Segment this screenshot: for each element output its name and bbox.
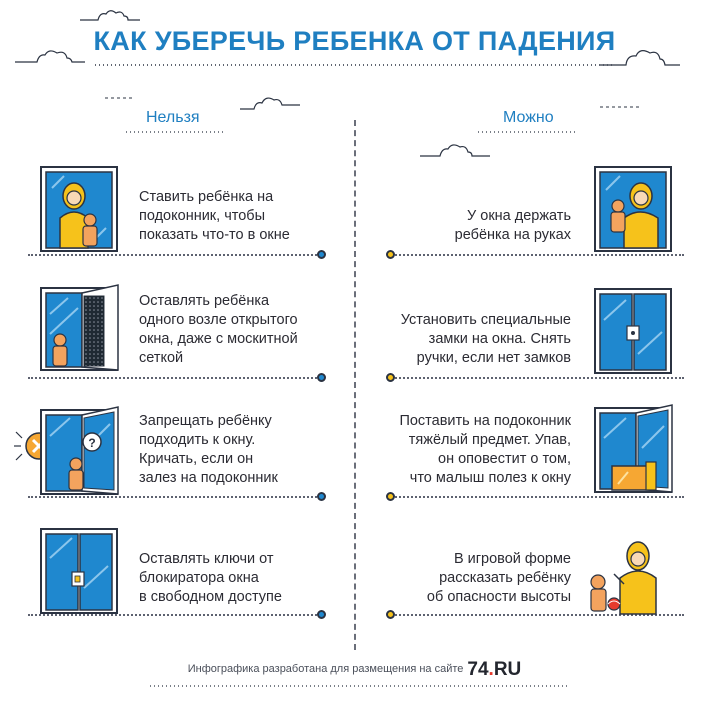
window-icon <box>594 404 680 494</box>
right-item-3-text: Поставить на подоконник тяжёлый предмет. Упав, он оповестит о том, что малыш полез к окну <box>399 413 571 486</box>
key-lock-icon <box>72 572 84 586</box>
item-rule <box>392 254 684 256</box>
child-icon <box>611 200 625 232</box>
child-icon <box>53 334 67 366</box>
item-rule <box>392 377 684 379</box>
question-icon <box>83 433 101 451</box>
bullet-dot <box>386 373 395 382</box>
left-item-4-text: Оставлять ключи от блокиратора окна в свободном доступе <box>139 551 282 605</box>
box-icon <box>612 462 656 490</box>
bullet-dot <box>317 610 326 619</box>
cloud-icon <box>600 103 640 111</box>
left-item-3-text: Запрещать ребёнку подходить к окну. Кричать, если он залез на подоконник <box>139 413 278 486</box>
mosquito-net-icon <box>84 296 104 366</box>
woman-child-illustration <box>584 534 674 614</box>
right-item-1-text: У окна держать ребёнка на руках <box>454 208 571 243</box>
item-rule <box>28 496 320 498</box>
window-icon <box>40 528 120 614</box>
item-rule <box>28 377 320 379</box>
cloud-icon <box>240 95 300 111</box>
item-rule <box>392 496 684 498</box>
footer-underline <box>150 684 570 688</box>
item-rule <box>28 254 320 256</box>
window-icon <box>594 166 674 252</box>
page-title: КАК УБЕРЕЧЬ РЕБЕНКА ОТ ПАДЕНИЯ <box>93 26 616 56</box>
window-icon <box>40 166 120 252</box>
footer-text: Инфографика разработана для размещения на сайте <box>187 663 464 675</box>
window-icon <box>40 284 128 372</box>
window-icon <box>594 288 674 374</box>
center-divider <box>354 120 356 650</box>
right-item-2-text: Установить специальные замки на окна. Снять ручки, если нет замков <box>400 312 571 366</box>
site-logo[interactable]: 74.RU <box>467 659 522 680</box>
bullet-dot <box>386 492 395 501</box>
cloud-icon <box>80 8 140 22</box>
left-item-1-text: Ставить ребёнка на подоконник, чтобы показать что-то в окне <box>139 189 290 243</box>
title-underline <box>95 62 615 68</box>
left-item-2-text: Оставлять ребёнка одного возле открытого окна, даже с москитной сеткой <box>139 293 298 366</box>
child-icon <box>83 214 97 246</box>
child-icon <box>591 575 606 611</box>
svg-text:?: ? <box>88 436 96 450</box>
item-rule <box>28 614 320 616</box>
heading-mozhno: Можно <box>503 109 554 126</box>
window-icon <box>40 406 128 496</box>
heading-underline <box>126 130 226 134</box>
child-icon <box>69 458 83 490</box>
bullet-dot <box>317 250 326 259</box>
right-item-4-text: В игровой форме рассказать ребёнку об опасности высоты <box>426 551 571 605</box>
heading-underline <box>478 130 578 134</box>
heading-nelzya: Нельзя <box>146 109 200 126</box>
bullet-dot <box>317 373 326 382</box>
ball-icon <box>608 598 620 610</box>
cloud-icon <box>420 142 490 158</box>
cloud-icon <box>105 94 135 102</box>
window-lock-icon <box>627 326 639 340</box>
bullet-dot <box>386 250 395 259</box>
bullet-dot <box>386 610 395 619</box>
bullet-dot <box>317 492 326 501</box>
footer-credit <box>0 659 709 681</box>
